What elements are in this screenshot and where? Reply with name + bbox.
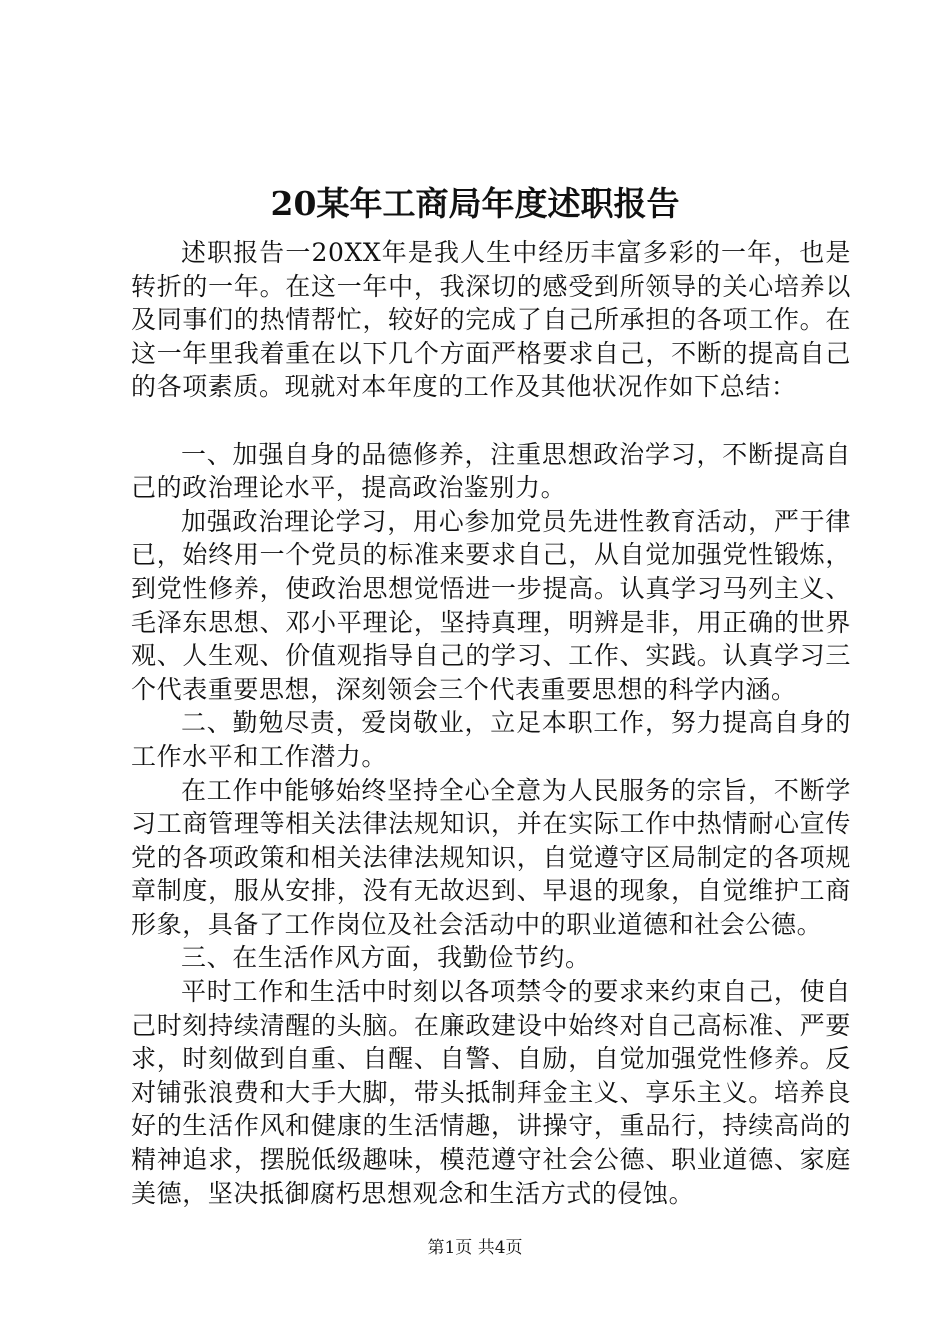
paragraph-section-2: 在工作中能够始终坚持全心全意为人民服务的宗旨，不断学习工商管理等相关法律法规知识，并在实际工作中热情耐心宣传党的各项政策和相关法律法规知识，自觉遵守区局制定的各项规章制度，服从安排，没有无故迟到、早退的现象，自觉维护工商形象，具备了工作岗位及社会活动中的职业道德和社会公德。 bbox=[131, 775, 851, 939]
paragraph-section-1: 加强政治理论学习，用心参加党员先进性教育活动，严于律已，始终用一个党员的标准来要求自己，从自觉加强党性锻炼，到党性修养，使政治思想觉悟进一步提高。认真学习马列主义、毛泽东思想、邓小平理论，坚持真理，明辨是非，用正确的世界观、人生观、价值观指导自己的学习、工作、实践。认真学习三个代表重要思想，深刻领会三个代表重要思想的科学内涵。 bbox=[131, 506, 851, 704]
section-heading-2: 二、勤勉尽责，爱岗敬业，立足本职工作，努力提高自身的工作水平和工作潜力。 bbox=[131, 708, 851, 771]
document-body bbox=[131, 236, 851, 1210]
section-heading-3: 三、在生活作风方面，我勤俭节约。 bbox=[181, 943, 591, 973]
page-number: 第1页 共4页 bbox=[427, 1238, 523, 1258]
paragraph-intro: 述职报告一20XX年是我人生中经历丰富多彩的一年，也是转折的一年。在这一年中，我深切的感受到所领导的关心培养以及同事们的热情帮忙，较好的完成了自己所承担的各项工作。在这一年里我着重在以下几个方面严格要求自己，不断的提高自己的各项素质。现就对本年度的工作及其他状况作如下总结： bbox=[131, 238, 851, 402]
document-title: 20某年工商局年度述职报告 bbox=[270, 184, 680, 223]
section-heading-1: 一、加强自身的品德修养，注重思想政治学习，不断提高自己的政治理论水平，提高政治鉴别力。 bbox=[131, 439, 851, 503]
paragraph-section-3: 平时工作和生活中时刻以各项禁令的要求来约束自己，使自己时刻持续清醒的头脑。在廉政建设中始终对自己高标准、严要求，时刻做到自重、自醒、自警、自励，自觉加强党性修养。反对铺张浪费和大手大脚，带头抵制拜金主义、享乐主义。培养良好的生活作风和健康的生活情趣，讲操守，重品行，持续高尚的精神追求，摆脱低级趣味，模范遵守社会公德、职业道德、家庭美德，坚决抵御腐朽思想观念和生活方式的侵蚀。 bbox=[131, 977, 851, 1208]
